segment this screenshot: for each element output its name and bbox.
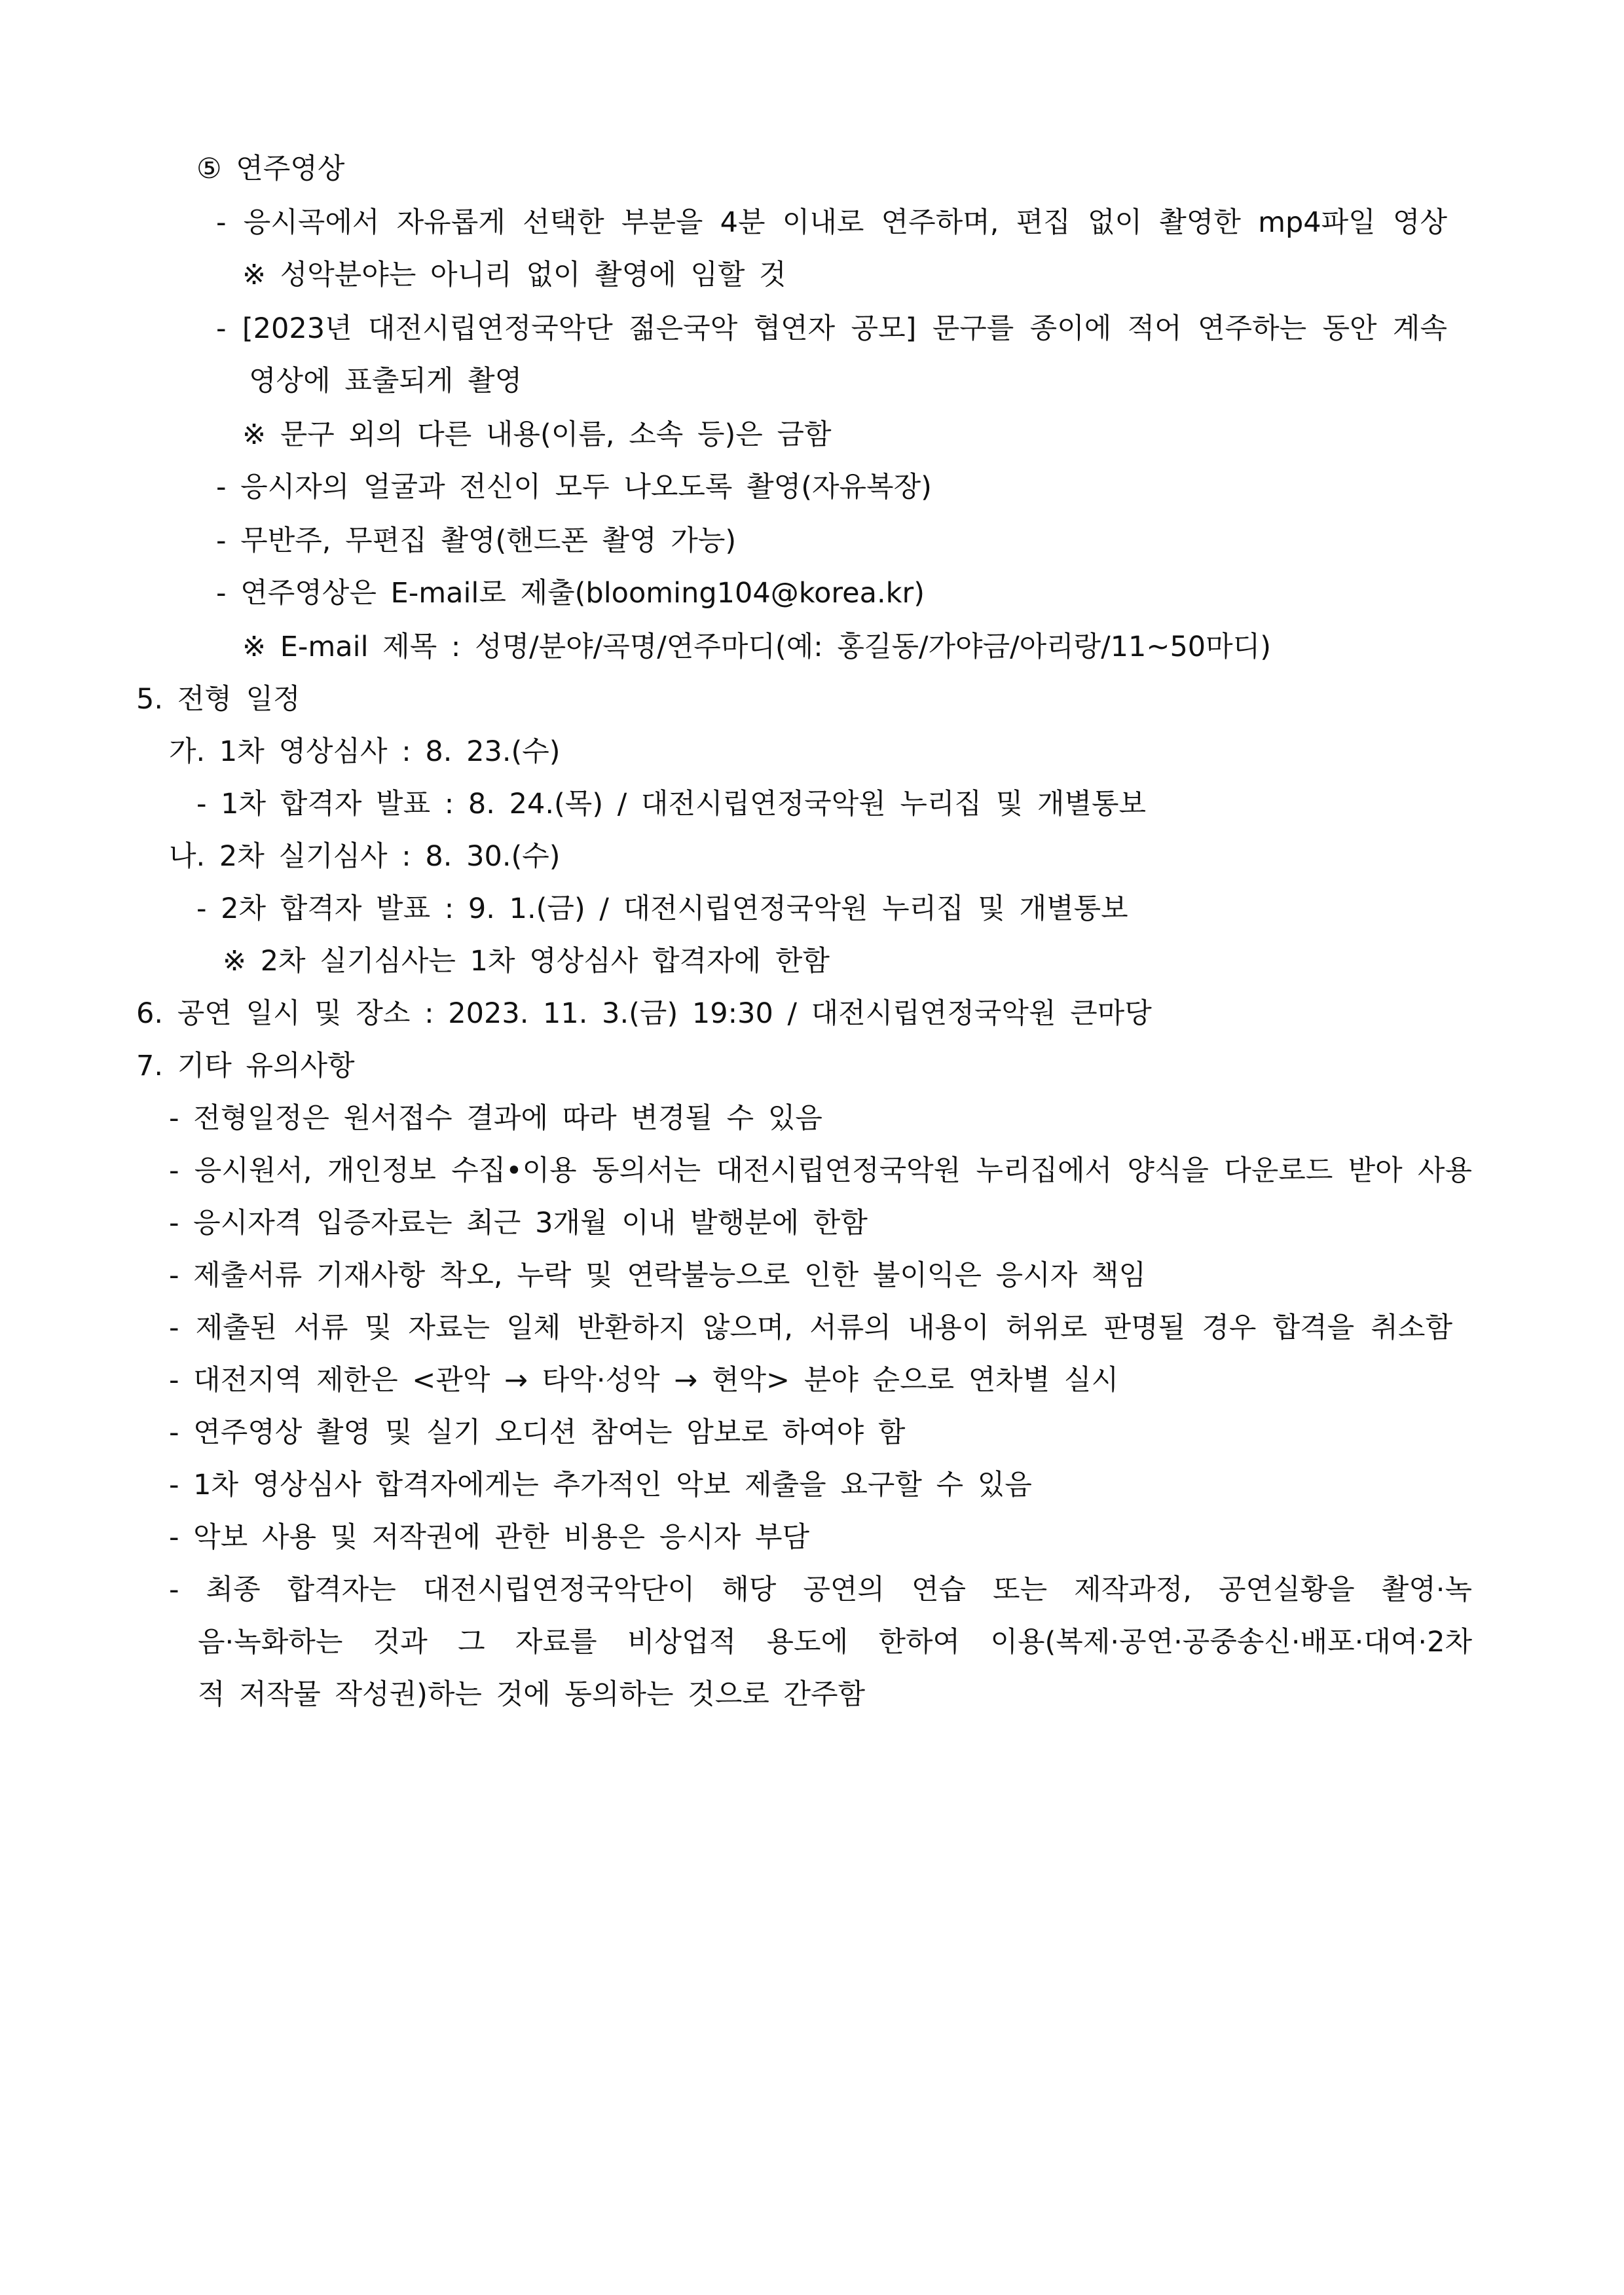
list-item-continuation: 영상에 표출되게 촬영: [249, 365, 523, 397]
list-item: - 연주영상 촬영 및 실기 오디션 참여는 암보로 하여야 함: [169, 1416, 906, 1449]
list-item: - 1차 영상심사 합격자에게는 추가적인 악보 제출을 요구할 수 있음: [169, 1469, 1032, 1501]
sub-heading: 가. 1차 영상심사 : 8. 23.(수): [169, 735, 561, 768]
list-item: - [2023년 대전시립연정국악단 젊은국악 협연자 공모] 문구를 종이에 적어 연주하는 동안 계속: [216, 312, 1447, 345]
list-item: - 전형일정은 원서접수 결과에 따라 변경될 수 있음: [169, 1102, 822, 1135]
list-item: - 응시자의 얼굴과 전신이 모두 나오도록 촬영(자유복장): [216, 471, 932, 504]
list-item: - 응시자격 입증자료는 최근 3개월 이내 발행분에 한함: [169, 1207, 868, 1239]
list-item: - 제출서류 기재사항 착오, 누락 및 연락불능으로 인한 불이익은 응시자 책임: [169, 1259, 1147, 1292]
list-item: - 연주영상은 E-mail로 제출(blooming104@korea.kr): [216, 577, 925, 610]
section-heading-schedule: 5. 전형 일정: [136, 683, 301, 716]
note-item: ※ 문구 외의 다른 내용(이름, 소속 등)은 금함: [242, 418, 832, 451]
list-item: - 2차 합격자 발표 : 9. 1.(금) / 대전시립연정국악원 누리집 및 개별통보: [196, 892, 1128, 925]
list-item-continuation: 음·녹화하는 것과 그 자료를 비상업적 용도에 한하여 이용(복제·공연·공중송신·배포·대여·2차: [198, 1626, 1472, 1659]
list-item: - 무반주, 무편집 촬영(핸드폰 촬영 가능): [216, 524, 737, 557]
note-item: ※ 성악분야는 아니리 없이 촬영에 임할 것: [242, 259, 786, 291]
list-item: - 악보 사용 및 저작권에 관한 비용은 응시자 부담: [169, 1521, 810, 1554]
sub-heading: 나. 2차 실기심사 : 8. 30.(수): [169, 840, 561, 873]
section-heading-venue: 6. 공연 일시 및 장소 : 2023. 11. 3.(금) 19:30 / 대전시립연정국악원 큰마당: [136, 997, 1152, 1030]
list-item: - 최종 합격자는 대전시립연정국악단이 해당 공연의 연습 또는 제작과정, 공연실황을 촬영·녹: [169, 1573, 1472, 1606]
section-heading-performance-video: ⑤ 연주영상: [196, 153, 345, 185]
list-item-continuation: 적 저작물 작성권)하는 것에 동의하는 것으로 간주함: [198, 1678, 866, 1711]
section-heading-notes: 7. 기타 유의사항: [136, 1050, 355, 1082]
note-item: ※ 2차 실기심사는 1차 영상심사 합격자에 한함: [223, 945, 830, 978]
list-item: - 1차 합격자 발표 : 8. 24.(목) / 대전시립연정국악원 누리집 및 개별통보: [196, 788, 1147, 820]
list-item: - 대전지역 제한은 <관악 → 타악·성악 → 현악> 분야 순으로 연차별 실시: [169, 1364, 1119, 1397]
list-item: - 응시원서, 개인정보 수집•이용 동의서는 대전시립연정국악원 누리집에서 양식을 다운로드 받아 사용: [169, 1154, 1472, 1187]
list-item: - 응시곡에서 자유롭게 선택한 부분을 4분 이내로 연주하며, 편집 없이 촬영한 mp4파일 영상: [216, 206, 1447, 239]
note-item: ※ E-mail 제목 : 성명/분야/곡명/연주마디(예: 홍길동/가야금/아리랑/11~50마디): [242, 631, 1272, 663]
list-item: - 제출된 서류 및 자료는 일체 반환하지 않으며, 서류의 내용이 허위로 판명될 경우 합격을 취소함: [169, 1312, 1452, 1344]
